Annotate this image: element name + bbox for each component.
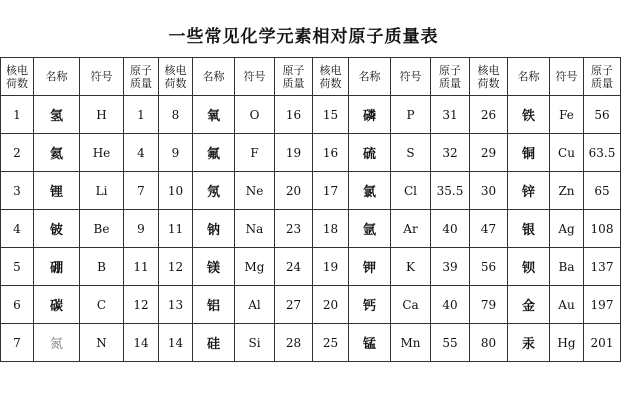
element-name-cell: 锌 — [508, 172, 550, 210]
atomic-mass-cell: 197 — [584, 286, 621, 324]
header-mass-line2: 质量 — [439, 76, 461, 90]
element-symbol-cell: Si — [235, 324, 275, 362]
header-mass-g2 — [275, 58, 313, 96]
header-symbol-g3: 符号 — [391, 58, 431, 96]
header-mass-line1: 原子 — [282, 63, 305, 77]
element-symbol-cell: Ca — [391, 286, 431, 324]
atomic-mass-cell: 1 — [124, 96, 159, 134]
atomic-number-cell: 19 — [313, 248, 349, 286]
atomic-mass-cell: 108 — [584, 210, 621, 248]
header-charge-line2: 荷数 — [6, 76, 28, 90]
header-charge-g4 — [470, 58, 508, 96]
atomic-number-cell: 25 — [313, 324, 349, 362]
atomic-mass-cell: 55 — [431, 324, 470, 362]
header-mass-line1: 原子 — [591, 63, 613, 77]
atomic-number-cell: 56 — [470, 248, 508, 286]
atomic-mass-cell: 4 — [124, 134, 159, 172]
element-symbol-cell: Ag — [550, 210, 584, 248]
atomic-number-cell: 5 — [1, 248, 34, 286]
atomic-number-cell: 18 — [313, 210, 349, 248]
element-symbol-cell: F — [235, 134, 275, 172]
atomic-mass-cell: 24 — [275, 248, 313, 286]
atomic-number-cell: 8 — [159, 96, 193, 134]
atomic-number-cell: 11 — [159, 210, 193, 248]
element-symbol-cell: Cu — [550, 134, 584, 172]
element-symbol-cell: Ar — [391, 210, 431, 248]
atomic-mass-cell: 11 — [124, 248, 159, 286]
atomic-mass-cell: 40 — [431, 210, 470, 248]
element-symbol-cell: N — [80, 324, 124, 362]
header-charge-line1: 核电 — [164, 63, 187, 77]
element-name-cell: 氩 — [349, 210, 391, 248]
element-name-cell: 氯 — [349, 172, 391, 210]
header-charge-line1: 核电 — [477, 63, 500, 77]
atomic-mass-cell: 32 — [431, 134, 470, 172]
atomic-mass-cell: 12 — [124, 286, 159, 324]
atomic-mass-cell: 56 — [584, 96, 621, 134]
header-mass-line2: 质量 — [130, 76, 152, 90]
table-row — [1, 286, 621, 324]
header-charge-line1: 核电 — [6, 63, 28, 77]
element-name-cell: 硅 — [193, 324, 235, 362]
element-symbol-cell: P — [391, 96, 431, 134]
atomic-number-cell: 12 — [159, 248, 193, 286]
atomic-mass-cell: 31 — [431, 96, 470, 134]
element-symbol-cell: Be — [80, 210, 124, 248]
header-mass-line1: 原子 — [130, 63, 152, 77]
atomic-number-cell: 14 — [159, 324, 193, 362]
element-name-cell: 氮 — [34, 324, 80, 362]
table-row — [1, 324, 621, 362]
header-symbol-g2: 符号 — [235, 58, 275, 96]
element-name-cell: 铜 — [508, 134, 550, 172]
header-charge-line2: 荷数 — [319, 76, 342, 90]
atomic-mass-cell: 201 — [584, 324, 621, 362]
atomic-mass-cell: 40 — [431, 286, 470, 324]
atomic-number-cell: 9 — [159, 134, 193, 172]
atomic-number-cell: 29 — [470, 134, 508, 172]
header-charge-line2: 荷数 — [164, 76, 187, 90]
atomic-mass-cell: 7 — [124, 172, 159, 210]
atomic-mass-cell: 28 — [275, 324, 313, 362]
element-name-cell: 锰 — [349, 324, 391, 362]
atomic-number-cell: 6 — [1, 286, 34, 324]
element-symbol-cell: Al — [235, 286, 275, 324]
element-symbol-cell: Li — [80, 172, 124, 210]
atomic-mass-cell: 27 — [275, 286, 313, 324]
atomic-mass-cell: 23 — [275, 210, 313, 248]
header-name-g2: 名称 — [193, 58, 235, 96]
element-symbol-cell: Na — [235, 210, 275, 248]
header-name-g4: 名称 — [508, 58, 550, 96]
atomic-number-cell: 7 — [1, 324, 34, 362]
element-symbol-cell: Fe — [550, 96, 584, 134]
header-name-g3: 名称 — [349, 58, 391, 96]
atomic-number-cell: 30 — [470, 172, 508, 210]
table-row — [1, 172, 621, 210]
atomic-number-cell: 13 — [159, 286, 193, 324]
element-name-cell: 磷 — [349, 96, 391, 134]
header-symbol-g4: 符号 — [550, 58, 584, 96]
element-name-cell: 硫 — [349, 134, 391, 172]
atomic-number-cell: 79 — [470, 286, 508, 324]
atomic-number-cell: 4 — [1, 210, 34, 248]
element-name-cell: 铁 — [508, 96, 550, 134]
atomic-number-cell: 16 — [313, 134, 349, 172]
header-row — [1, 58, 621, 96]
table-row — [1, 248, 621, 286]
header-mass-line1: 原子 — [439, 63, 461, 77]
table-body — [1, 96, 621, 362]
header-name-g1: 名称 — [34, 58, 80, 96]
table-row — [1, 134, 621, 172]
element-name-cell: 锂 — [34, 172, 80, 210]
element-name-cell: 银 — [508, 210, 550, 248]
header-mass-g3 — [431, 58, 470, 96]
atomic-number-cell: 47 — [470, 210, 508, 248]
atomic-number-cell: 1 — [1, 96, 34, 134]
header-charge-g1 — [1, 58, 34, 96]
element-symbol-cell: Cl — [391, 172, 431, 210]
atomic-mass-cell: 20 — [275, 172, 313, 210]
header-mass-line2: 质量 — [282, 76, 305, 90]
atomic-mass-cell: 19 — [275, 134, 313, 172]
element-symbol-cell: Ba — [550, 248, 584, 286]
atomic-number-cell: 20 — [313, 286, 349, 324]
element-symbol-cell: H — [80, 96, 124, 134]
element-symbol-cell: Hg — [550, 324, 584, 362]
element-symbol-cell: He — [80, 134, 124, 172]
atomic-number-cell: 17 — [313, 172, 349, 210]
element-name-cell: 钾 — [349, 248, 391, 286]
atomic-mass-cell: 9 — [124, 210, 159, 248]
element-mass-table — [0, 57, 621, 362]
atomic-mass-cell: 63.5 — [584, 134, 621, 172]
element-name-cell: 镁 — [193, 248, 235, 286]
atomic-mass-cell: 137 — [584, 248, 621, 286]
element-symbol-cell: Mg — [235, 248, 275, 286]
atomic-mass-cell: 35.5 — [431, 172, 470, 210]
element-name-cell: 铍 — [34, 210, 80, 248]
element-name-cell: 氧 — [193, 96, 235, 134]
element-symbol-cell: S — [391, 134, 431, 172]
atomic-number-cell: 3 — [1, 172, 34, 210]
element-symbol-cell: B — [80, 248, 124, 286]
header-symbol-g1: 符号 — [80, 58, 124, 96]
element-symbol-cell: O — [235, 96, 275, 134]
header-mass-g1 — [124, 58, 159, 96]
element-symbol-cell: Mn — [391, 324, 431, 362]
element-symbol-cell: Zn — [550, 172, 584, 210]
header-charge-line1: 核电 — [319, 63, 342, 77]
table-row — [1, 96, 621, 134]
element-symbol-cell: K — [391, 248, 431, 286]
element-name-cell: 氦 — [34, 134, 80, 172]
table-row — [1, 210, 621, 248]
atomic-number-cell: 10 — [159, 172, 193, 210]
element-symbol-cell: Au — [550, 286, 584, 324]
element-name-cell: 钠 — [193, 210, 235, 248]
atomic-mass-cell: 65 — [584, 172, 621, 210]
element-symbol-cell: C — [80, 286, 124, 324]
element-name-cell: 钡 — [508, 248, 550, 286]
header-charge-line2: 荷数 — [477, 76, 500, 90]
element-name-cell: 铝 — [193, 286, 235, 324]
header-mass-line2: 质量 — [591, 76, 613, 90]
atomic-number-cell: 26 — [470, 96, 508, 134]
element-name-cell: 金 — [508, 286, 550, 324]
element-name-cell: 汞 — [508, 324, 550, 362]
header-mass-g4 — [584, 58, 621, 96]
element-name-cell: 碳 — [34, 286, 80, 324]
atomic-number-cell: 80 — [470, 324, 508, 362]
element-name-cell: 氟 — [193, 134, 235, 172]
element-name-cell: 氖 — [193, 172, 235, 210]
atomic-mass-cell: 16 — [275, 96, 313, 134]
element-table-container — [0, 57, 616, 369]
element-name-cell: 钙 — [349, 286, 391, 324]
header-charge-g2 — [159, 58, 193, 96]
atomic-mass-cell: 39 — [431, 248, 470, 286]
atomic-mass-cell: 14 — [124, 324, 159, 362]
atomic-number-cell: 15 — [313, 96, 349, 134]
header-charge-g3 — [313, 58, 349, 96]
element-name-cell: 氢 — [34, 96, 80, 134]
element-name-cell: 硼 — [34, 248, 80, 286]
page-title: 一些常见化学元素相对原子质量表 — [168, 27, 439, 47]
element-symbol-cell: Ne — [235, 172, 275, 210]
atomic-number-cell: 2 — [1, 134, 34, 172]
